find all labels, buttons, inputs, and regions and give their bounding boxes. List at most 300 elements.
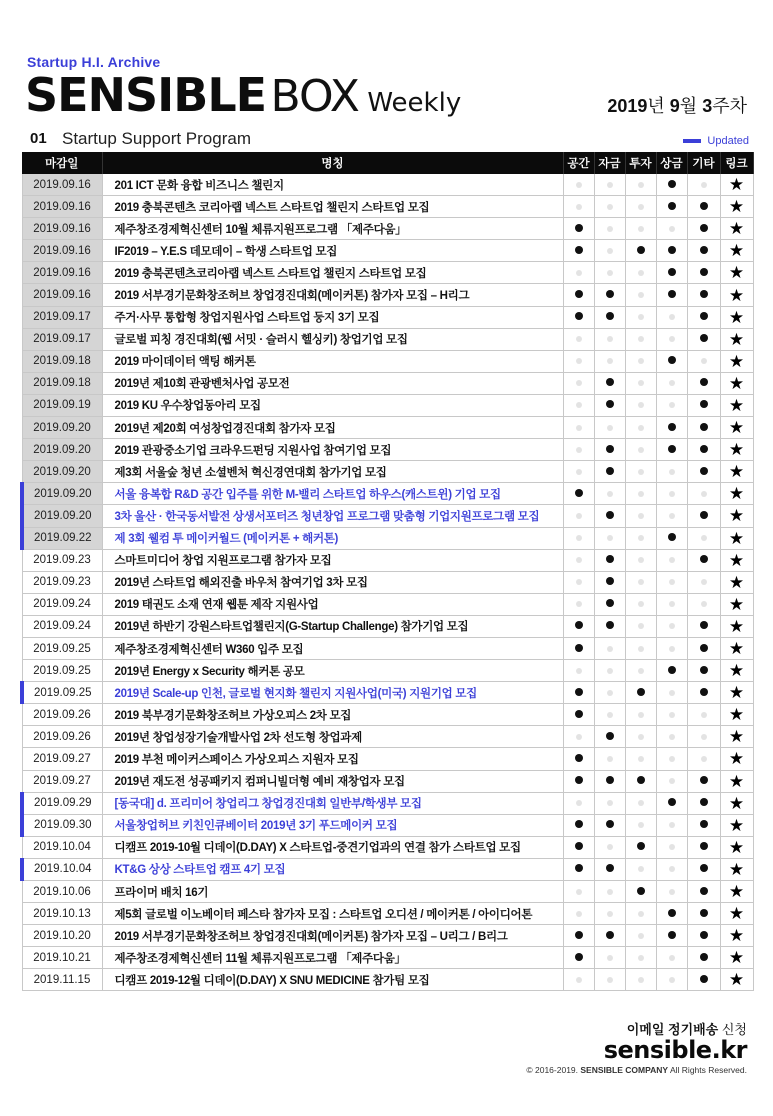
row-flag-other — [687, 262, 720, 284]
row-flag-space — [563, 483, 594, 505]
row-deadline: 2019.09.24 — [22, 615, 102, 637]
row-flag-other — [687, 394, 720, 416]
row-flag-prize — [656, 881, 687, 903]
star-link-icon[interactable]: ★ — [720, 306, 753, 328]
table-row — [22, 306, 753, 328]
col-other: 기타 — [687, 152, 720, 174]
row-flag-investment — [625, 505, 656, 527]
archive-label: Startup H.I. Archive — [27, 54, 161, 70]
row-flag-prize — [656, 770, 687, 792]
star-link-icon[interactable]: ★ — [720, 770, 753, 792]
row-flag-prize — [656, 394, 687, 416]
filled-dot-icon — [637, 842, 645, 850]
row-flag-investment — [625, 306, 656, 328]
row-deadline: 2019.09.27 — [22, 770, 102, 792]
empty-dot-icon — [576, 182, 582, 188]
row-deadline: 2019.09.16 — [22, 196, 102, 218]
filled-dot-icon — [575, 246, 583, 254]
row-flag-funding — [594, 836, 625, 858]
row-flag-prize — [656, 284, 687, 306]
filled-dot-icon — [700, 887, 708, 895]
row-flag-funding — [594, 858, 625, 880]
row-program-name: 2019년 제20회 여성창업경진대회 참가자 모집 — [102, 417, 563, 439]
star-link-icon[interactable]: ★ — [720, 549, 753, 571]
empty-dot-icon — [701, 535, 707, 541]
empty-dot-icon — [669, 314, 675, 320]
brand-bold: SENSIBLE — [25, 68, 267, 122]
row-program-name: 제주창조경제혁신센터 10월 체류지원프로그램 「제주다움」 — [102, 218, 563, 240]
empty-dot-icon — [576, 204, 582, 210]
filled-dot-icon — [575, 489, 583, 497]
row-program-name: 2019년 제10회 관광벤처사업 공모전 — [102, 372, 563, 394]
row-program-name: 2019년 Scale-up 인천, 글로벌 현지화 챌린지 지원사업(미국) 지원기업 모집 — [102, 682, 563, 704]
row-flag-other — [687, 704, 720, 726]
empty-dot-icon — [669, 734, 675, 740]
empty-dot-icon — [638, 380, 644, 386]
filled-dot-icon — [668, 909, 676, 917]
row-deadline: 2019.09.19 — [22, 394, 102, 416]
row-flag-funding — [594, 637, 625, 659]
row-program-name: [동국대] d. 프리미어 창업리그 창업경진대회 일반부/학생부 모집 — [102, 792, 563, 814]
table-row — [22, 903, 753, 925]
row-flag-funding — [594, 262, 625, 284]
filled-dot-icon — [700, 688, 708, 696]
row-flag-prize — [656, 350, 687, 372]
row-program-name: 2019 부천 메이커스페이스 가상오피스 지원자 모집 — [102, 748, 563, 770]
star-link-icon[interactable]: ★ — [720, 881, 753, 903]
row-deadline: 2019.09.26 — [22, 726, 102, 748]
star-link-icon[interactable]: ★ — [720, 969, 753, 991]
star-link-icon[interactable]: ★ — [720, 196, 753, 218]
row-program-name: 주거·사무 통합형 창업지원사업 스타트업 둥지 3기 모집 — [102, 306, 563, 328]
filled-dot-icon — [575, 688, 583, 696]
row-deadline: 2019.10.04 — [22, 858, 102, 880]
filled-dot-icon — [700, 423, 708, 431]
row-flag-funding — [594, 461, 625, 483]
empty-dot-icon — [638, 668, 644, 674]
row-flag-space — [563, 505, 594, 527]
star-link-icon[interactable]: ★ — [720, 262, 753, 284]
table-row — [22, 174, 753, 196]
empty-dot-icon — [607, 955, 613, 961]
row-flag-investment — [625, 571, 656, 593]
site-link[interactable]: sensible.kr — [603, 1036, 747, 1064]
star-link-icon[interactable]: ★ — [720, 947, 753, 969]
empty-dot-icon — [576, 668, 582, 674]
row-program-name: 디캠프 2019-12월 디데이(D.DAY) X SNU MEDICINE 참가팀 모집 — [102, 969, 563, 991]
empty-dot-icon — [638, 402, 644, 408]
copyright-years: © 2016-2019. — [526, 1065, 579, 1075]
star-link-icon[interactable]: ★ — [720, 615, 753, 637]
row-flag-space — [563, 903, 594, 925]
empty-dot-icon — [638, 513, 644, 519]
row-flag-prize — [656, 417, 687, 439]
filled-dot-icon — [700, 931, 708, 939]
row-flag-prize — [656, 969, 687, 991]
star-link-icon[interactable]: ★ — [720, 284, 753, 306]
filled-dot-icon — [700, 268, 708, 276]
empty-dot-icon — [607, 800, 613, 806]
issue-month: 9 — [669, 96, 680, 116]
filled-dot-icon — [606, 864, 614, 872]
empty-dot-icon — [701, 712, 707, 718]
row-flag-investment — [625, 881, 656, 903]
filled-dot-icon — [700, 378, 708, 386]
row-flag-other — [687, 660, 720, 682]
row-flag-funding — [594, 174, 625, 196]
table-row — [22, 505, 753, 527]
row-flag-funding — [594, 284, 625, 306]
table-row — [22, 218, 753, 240]
empty-dot-icon — [607, 668, 613, 674]
filled-dot-icon — [575, 621, 583, 629]
empty-dot-icon — [576, 579, 582, 585]
empty-dot-icon — [638, 712, 644, 718]
row-program-name: 2019 마이데이터 액팅 해커톤 — [102, 350, 563, 372]
filled-dot-icon — [668, 445, 676, 453]
row-flag-investment — [625, 461, 656, 483]
empty-dot-icon — [638, 469, 644, 475]
copyright-rights: All Rights Reserved. — [669, 1065, 747, 1075]
row-flag-investment — [625, 615, 656, 637]
filled-dot-icon — [700, 864, 708, 872]
empty-dot-icon — [638, 557, 644, 563]
row-flag-prize — [656, 372, 687, 394]
star-link-icon[interactable]: ★ — [720, 218, 753, 240]
row-flag-space — [563, 682, 594, 704]
row-deadline: 2019.09.16 — [22, 284, 102, 306]
filled-dot-icon — [668, 180, 676, 188]
row-deadline: 2019.09.20 — [22, 439, 102, 461]
row-deadline: 2019.09.29 — [22, 792, 102, 814]
star-link-icon[interactable]: ★ — [720, 858, 753, 880]
email-subscribe-light: 신청 — [721, 1022, 747, 1037]
row-flag-investment — [625, 372, 656, 394]
empty-dot-icon — [669, 601, 675, 607]
filled-dot-icon — [606, 621, 614, 629]
row-flag-other — [687, 527, 720, 549]
row-program-name: 디캠프 2019-10월 디데이(D.DAY) X 스타트업-중견기업과의 연결 참가 스타트업 모집 — [102, 836, 563, 858]
row-deadline: 2019.10.21 — [22, 947, 102, 969]
row-flag-investment — [625, 262, 656, 284]
star-link-icon[interactable]: ★ — [720, 903, 753, 925]
filled-dot-icon — [700, 820, 708, 828]
row-flag-other — [687, 218, 720, 240]
filled-dot-icon — [668, 202, 676, 210]
col-funding: 자금 — [594, 152, 625, 174]
row-flag-other — [687, 372, 720, 394]
col-prize: 상금 — [656, 152, 687, 174]
star-link-icon[interactable]: ★ — [720, 792, 753, 814]
updated-legend-label: Updated — [707, 135, 749, 147]
star-link-icon[interactable]: ★ — [720, 593, 753, 615]
issue-week-unit: 주차 — [712, 96, 747, 116]
filled-dot-icon — [668, 931, 676, 939]
row-flag-investment — [625, 903, 656, 925]
row-deadline: 2019.09.20 — [22, 505, 102, 527]
star-link-icon[interactable]: ★ — [720, 726, 753, 748]
star-link-icon[interactable]: ★ — [720, 439, 753, 461]
row-flag-prize — [656, 615, 687, 637]
row-flag-other — [687, 637, 720, 659]
row-program-name: 제주창조경제혁신센터 W360 입주 모집 — [102, 637, 563, 659]
row-flag-prize — [656, 483, 687, 505]
row-flag-funding — [594, 571, 625, 593]
row-flag-other — [687, 858, 720, 880]
brand-light: BOX — [270, 71, 359, 122]
filled-dot-icon — [700, 467, 708, 475]
table-row — [22, 814, 753, 836]
empty-dot-icon — [701, 182, 707, 188]
row-flag-space — [563, 196, 594, 218]
row-flag-space — [563, 262, 594, 284]
row-deadline: 2019.09.24 — [22, 593, 102, 615]
filled-dot-icon — [668, 290, 676, 298]
filled-dot-icon — [700, 445, 708, 453]
star-link-icon[interactable]: ★ — [720, 682, 753, 704]
table-row — [22, 461, 753, 483]
row-flag-funding — [594, 792, 625, 814]
star-link-icon[interactable]: ★ — [720, 704, 753, 726]
brand-logo — [25, 68, 462, 122]
row-deadline: 2019.09.17 — [22, 306, 102, 328]
star-link-icon[interactable]: ★ — [720, 814, 753, 836]
star-link-icon[interactable]: ★ — [720, 483, 753, 505]
table-row — [22, 836, 753, 858]
empty-dot-icon — [701, 756, 707, 762]
row-program-name: 2019 KU 우수창업동아리 모집 — [102, 394, 563, 416]
star-link-icon[interactable]: ★ — [720, 925, 753, 947]
empty-dot-icon — [576, 270, 582, 276]
empty-dot-icon — [701, 358, 707, 364]
filled-dot-icon — [575, 290, 583, 298]
empty-dot-icon — [669, 690, 675, 696]
row-program-name: KT&G 상상 스타트업 캠프 4기 모집 — [102, 858, 563, 880]
row-flag-funding — [594, 505, 625, 527]
row-flag-funding — [594, 748, 625, 770]
row-flag-funding — [594, 350, 625, 372]
row-flag-funding — [594, 394, 625, 416]
col-space: 공간 — [563, 152, 594, 174]
row-flag-space — [563, 836, 594, 858]
empty-dot-icon — [607, 182, 613, 188]
row-flag-investment — [625, 394, 656, 416]
table-row — [22, 660, 753, 682]
empty-dot-icon — [576, 402, 582, 408]
table-row — [22, 240, 753, 262]
empty-dot-icon — [669, 778, 675, 784]
empty-dot-icon — [576, 358, 582, 364]
row-deadline: 2019.09.16 — [22, 240, 102, 262]
row-flag-investment — [625, 947, 656, 969]
star-link-icon[interactable]: ★ — [720, 637, 753, 659]
row-flag-prize — [656, 328, 687, 350]
filled-dot-icon — [575, 842, 583, 850]
star-link-icon[interactable]: ★ — [720, 748, 753, 770]
row-flag-space — [563, 637, 594, 659]
row-program-name: 2019 관광중소기업 크라우드펀딩 지원사업 참여기업 모집 — [102, 439, 563, 461]
row-flag-funding — [594, 593, 625, 615]
row-flag-funding — [594, 969, 625, 991]
row-flag-investment — [625, 439, 656, 461]
row-flag-investment — [625, 593, 656, 615]
row-flag-space — [563, 328, 594, 350]
star-link-icon[interactable]: ★ — [720, 372, 753, 394]
row-flag-investment — [625, 925, 656, 947]
filled-dot-icon — [606, 732, 614, 740]
row-deadline: 2019.09.16 — [22, 174, 102, 196]
row-deadline: 2019.09.20 — [22, 417, 102, 439]
row-flag-investment — [625, 240, 656, 262]
filled-dot-icon — [668, 423, 676, 431]
filled-dot-icon — [700, 666, 708, 674]
row-deadline: 2019.09.23 — [22, 549, 102, 571]
table-row — [22, 527, 753, 549]
filled-dot-icon — [575, 312, 583, 320]
row-flag-space — [563, 527, 594, 549]
row-flag-prize — [656, 925, 687, 947]
star-link-icon[interactable]: ★ — [720, 417, 753, 439]
row-deadline: 2019.09.16 — [22, 262, 102, 284]
star-link-icon[interactable]: ★ — [720, 240, 753, 262]
empty-dot-icon — [607, 712, 613, 718]
row-flag-funding — [594, 549, 625, 571]
row-flag-other — [687, 947, 720, 969]
empty-dot-icon — [576, 469, 582, 475]
filled-dot-icon — [606, 290, 614, 298]
filled-dot-icon — [606, 511, 614, 519]
star-link-icon[interactable]: ★ — [720, 461, 753, 483]
col-investment: 투자 — [625, 152, 656, 174]
row-flag-space — [563, 394, 594, 416]
row-flag-investment — [625, 218, 656, 240]
filled-dot-icon — [700, 909, 708, 917]
filled-dot-icon — [668, 246, 676, 254]
row-flag-other — [687, 836, 720, 858]
empty-dot-icon — [701, 601, 707, 607]
star-link-icon[interactable]: ★ — [720, 174, 753, 196]
filled-dot-icon — [668, 533, 676, 541]
row-flag-prize — [656, 218, 687, 240]
star-link-icon[interactable]: ★ — [720, 328, 753, 350]
row-flag-investment — [625, 969, 656, 991]
col-deadline: 마감일 — [22, 152, 102, 174]
row-flag-prize — [656, 726, 687, 748]
empty-dot-icon — [669, 579, 675, 585]
row-program-name: 2019 충북콘텐츠코리아랩 넥스트 스타트업 챌린지 스타트업 모집 — [102, 262, 563, 284]
star-link-icon[interactable]: ★ — [720, 571, 753, 593]
star-link-icon[interactable]: ★ — [720, 527, 753, 549]
star-link-icon[interactable]: ★ — [720, 505, 753, 527]
filled-dot-icon — [606, 378, 614, 386]
star-link-icon[interactable]: ★ — [720, 394, 753, 416]
row-deadline: 2019.09.17 — [22, 328, 102, 350]
filled-dot-icon — [575, 754, 583, 762]
filled-dot-icon — [700, 975, 708, 983]
row-flag-prize — [656, 527, 687, 549]
filled-dot-icon — [700, 400, 708, 408]
row-flag-prize — [656, 704, 687, 726]
table-row — [22, 483, 753, 505]
row-flag-funding — [594, 947, 625, 969]
empty-dot-icon — [669, 822, 675, 828]
email-subscribe-bold: 이메일 정기배송 — [626, 1022, 719, 1037]
row-flag-funding — [594, 814, 625, 836]
empty-dot-icon — [638, 955, 644, 961]
row-flag-space — [563, 660, 594, 682]
empty-dot-icon — [576, 734, 582, 740]
empty-dot-icon — [607, 977, 613, 983]
row-flag-other — [687, 903, 720, 925]
row-flag-funding — [594, 306, 625, 328]
empty-dot-icon — [669, 889, 675, 895]
row-flag-other — [687, 726, 720, 748]
row-flag-space — [563, 947, 594, 969]
filled-dot-icon — [606, 555, 614, 563]
row-flag-space — [563, 704, 594, 726]
filled-dot-icon — [606, 776, 614, 784]
table-row — [22, 947, 753, 969]
row-flag-other — [687, 682, 720, 704]
row-flag-other — [687, 483, 720, 505]
row-flag-funding — [594, 704, 625, 726]
star-link-icon[interactable]: ★ — [720, 350, 753, 372]
row-flag-investment — [625, 726, 656, 748]
star-link-icon[interactable]: ★ — [720, 660, 753, 682]
star-link-icon[interactable]: ★ — [720, 836, 753, 858]
table-row — [22, 615, 753, 637]
filled-dot-icon — [700, 953, 708, 961]
filled-dot-icon — [575, 864, 583, 872]
table-row — [22, 372, 753, 394]
empty-dot-icon — [669, 513, 675, 519]
row-flag-space — [563, 925, 594, 947]
col-link: 링크 — [720, 152, 753, 174]
filled-dot-icon — [606, 577, 614, 585]
row-deadline: 2019.09.26 — [22, 704, 102, 726]
row-deadline: 2019.09.18 — [22, 350, 102, 372]
row-flag-space — [563, 969, 594, 991]
empty-dot-icon — [576, 889, 582, 895]
row-flag-investment — [625, 814, 656, 836]
row-program-name: 제주창조경제혁신센터 11월 체류지원프로그램 「제주다움」 — [102, 947, 563, 969]
row-flag-space — [563, 284, 594, 306]
filled-dot-icon — [637, 688, 645, 696]
row-program-name: 2019년 재도전 성공패키지 컴퍼니빌더형 예비 재창업자 모집 — [102, 770, 563, 792]
row-flag-investment — [625, 770, 656, 792]
row-flag-investment — [625, 417, 656, 439]
row-flag-space — [563, 417, 594, 439]
empty-dot-icon — [576, 336, 582, 342]
empty-dot-icon — [669, 226, 675, 232]
brand-weekly: Weekly — [367, 88, 462, 118]
table-row — [22, 792, 753, 814]
row-flag-other — [687, 770, 720, 792]
filled-dot-icon — [700, 334, 708, 342]
empty-dot-icon — [607, 889, 613, 895]
updated-legend — [683, 135, 749, 147]
row-flag-space — [563, 571, 594, 593]
filled-dot-icon — [575, 224, 583, 232]
row-flag-funding — [594, 328, 625, 350]
empty-dot-icon — [607, 535, 613, 541]
empty-dot-icon — [638, 204, 644, 210]
table-row — [22, 637, 753, 659]
row-flag-funding — [594, 372, 625, 394]
row-program-name: 2019년 하반기 강원스타트업챌린지(G-Startup Challenge) 참가기업 모집 — [102, 615, 563, 637]
table-row — [22, 571, 753, 593]
row-flag-funding — [594, 218, 625, 240]
